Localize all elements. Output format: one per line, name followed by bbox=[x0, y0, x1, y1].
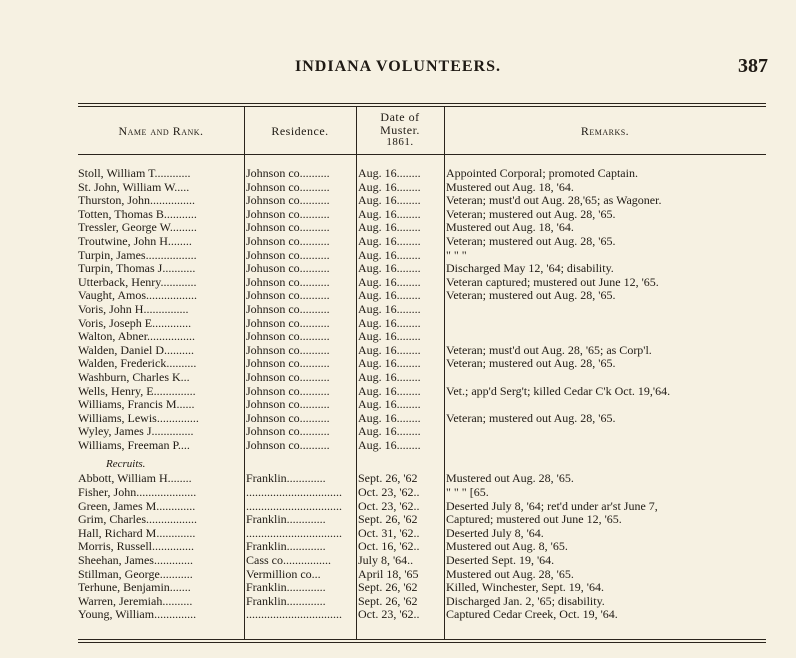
top-rule bbox=[78, 103, 766, 104]
soldier-name: Walton, Abner................ bbox=[78, 330, 196, 344]
remarks: Deserted Sept. 19, '64. bbox=[446, 554, 555, 568]
header-bottom-rule bbox=[78, 154, 766, 155]
residence: ................................ bbox=[246, 486, 342, 500]
residence: Johnson co.......... bbox=[246, 343, 330, 357]
roster-row bbox=[78, 303, 766, 317]
soldier-name: Morris, Russell.............. bbox=[78, 540, 195, 554]
residence: Johnson co.......... bbox=[246, 221, 330, 235]
soldier-name: Tressler, George W......... bbox=[78, 221, 197, 235]
soldier-name: Wells, Henry, E.............. bbox=[78, 384, 196, 398]
remarks: Deserted July 8, '64. bbox=[446, 526, 544, 540]
residence: ................................ bbox=[246, 608, 342, 622]
remarks: Captured; mustered out June 12, '65. bbox=[446, 513, 622, 527]
muster-date: Aug. 16........ bbox=[358, 234, 421, 248]
muster-date: Sept. 26, '62 bbox=[358, 472, 418, 486]
residence: Johnson co.......... bbox=[246, 180, 330, 194]
roster-row bbox=[78, 357, 766, 371]
remarks: Vet.; app'd Serg't; killed Cedar C'k Oct. 19,'64. bbox=[446, 384, 671, 398]
muster-date: July 8, '64.. bbox=[358, 554, 414, 568]
roster-row bbox=[78, 527, 766, 541]
residence: Johnson co.......... bbox=[246, 275, 330, 289]
muster-date: Aug. 16........ bbox=[358, 330, 421, 344]
bottom-rule-inner bbox=[78, 642, 766, 643]
remarks: Discharged May 12, '64; disability. bbox=[446, 262, 614, 276]
residence: Cass co................ bbox=[246, 554, 331, 568]
muster-date: Oct. 16, '62.. bbox=[358, 540, 420, 554]
residence: Johnson co.......... bbox=[246, 411, 330, 425]
soldier-name: Utterback, Henry............ bbox=[78, 275, 197, 289]
remarks: Deserted July 8, '64; ret'd under ar'st June 7, bbox=[446, 499, 658, 513]
roster-row bbox=[78, 398, 766, 412]
remarks: Veteran; must'd out Aug. 28,'65; as Wagoner. bbox=[446, 194, 662, 208]
residence: Vermillion co... bbox=[246, 567, 321, 581]
remarks: Mustered out Aug. 28, '65. bbox=[446, 567, 574, 581]
roster-row bbox=[78, 595, 766, 609]
soldier-name: Voris, Joseph E............. bbox=[78, 316, 192, 330]
roster-row bbox=[78, 568, 766, 582]
soldier-name: St. John, William W..... bbox=[78, 180, 190, 194]
soldier-name: Green, James M............. bbox=[78, 499, 196, 513]
muster-date: Aug. 16........ bbox=[358, 207, 421, 221]
roster-row bbox=[78, 221, 766, 235]
soldier-name: Turpin, Thomas J........... bbox=[78, 262, 196, 276]
residence: Johnson co.......... bbox=[246, 167, 330, 180]
muster-date: Aug. 16........ bbox=[358, 425, 421, 439]
remarks: Veteran; must'd out Aug. 28, '65; as Corp'l. bbox=[446, 343, 652, 357]
column-header-residence: Residence. bbox=[271, 124, 329, 138]
soldier-name: Williams, Lewis.............. bbox=[78, 411, 199, 425]
top-rule-inner bbox=[78, 106, 766, 107]
remarks: Veteran; mustered out Aug. 28, '65. bbox=[446, 207, 616, 221]
roster-row bbox=[78, 194, 766, 208]
muster-date: Aug. 16........ bbox=[358, 167, 421, 180]
column-header-muster-line2: Muster. bbox=[380, 123, 420, 137]
roster-row bbox=[78, 554, 766, 568]
muster-date: Aug. 16........ bbox=[358, 384, 421, 398]
residence: Johnson co.......... bbox=[246, 370, 330, 384]
soldier-name: Walden, Daniel D.......... bbox=[78, 343, 195, 357]
roster-row bbox=[78, 208, 766, 222]
roster-row bbox=[78, 371, 766, 385]
remarks: Veteran; mustered out Aug. 28, '65. bbox=[446, 234, 616, 248]
residence: ................................ bbox=[246, 499, 342, 513]
soldier-name: Totten, Thomas B........... bbox=[78, 207, 197, 221]
roster-row bbox=[78, 317, 766, 331]
bottom-rule bbox=[78, 639, 766, 640]
soldier-name: Williams, Freeman P.... bbox=[78, 438, 190, 452]
muster-date: Aug. 16........ bbox=[358, 438, 421, 452]
muster-date: Oct. 23, '62.. bbox=[358, 486, 420, 500]
roster-row bbox=[78, 513, 766, 527]
remarks: Killed, Winchester, Sept. 19, '64. bbox=[446, 581, 604, 595]
page-title: INDIANA VOLUNTEERS. bbox=[295, 58, 501, 75]
residence: Franklin............. bbox=[246, 540, 326, 554]
remarks bbox=[446, 330, 766, 344]
soldier-name: Hall, Richard M............. bbox=[78, 526, 196, 540]
soldier-name: Terhune, Benjamin....... bbox=[78, 581, 191, 595]
remarks: Veteran; mustered out Aug. 28, '65. bbox=[446, 411, 616, 425]
remarks bbox=[446, 439, 766, 453]
remarks: Mustered out Aug. 18, '64. bbox=[446, 221, 574, 235]
residence: Johnson co.......... bbox=[246, 398, 330, 412]
soldier-name: Stoll, William T............ bbox=[78, 167, 191, 180]
remarks: Mustered out Aug. 8, '65. bbox=[446, 540, 568, 554]
roster-row bbox=[78, 330, 766, 344]
remarks bbox=[446, 371, 766, 385]
roster-row bbox=[78, 262, 766, 276]
muster-date: Aug. 16........ bbox=[358, 262, 421, 276]
muster-date: Aug. 16........ bbox=[358, 370, 421, 384]
remarks: " " " [65. bbox=[446, 486, 489, 500]
muster-date: Aug. 16........ bbox=[358, 221, 421, 235]
residence: Johnson co.......... bbox=[246, 438, 330, 452]
soldier-name: Warren, Jeremiah.......... bbox=[78, 594, 193, 608]
muster-date: Aug. 16........ bbox=[358, 275, 421, 289]
roster-row bbox=[78, 581, 766, 595]
residence: Johnson co.......... bbox=[246, 194, 330, 208]
soldier-name: Turpin, James................. bbox=[78, 248, 197, 262]
soldier-name: Washburn, Charles K... bbox=[78, 370, 190, 384]
muster-date: Aug. 16........ bbox=[358, 180, 421, 194]
recruits-subheading: Recruits. bbox=[106, 458, 146, 471]
roster-row bbox=[78, 540, 766, 554]
column-header-name: Name and Rank. bbox=[118, 124, 204, 138]
soldier-name: Wyley, James J.............. bbox=[78, 425, 194, 439]
residence: Johnson co.......... bbox=[246, 384, 330, 398]
roster-row bbox=[78, 181, 766, 195]
soldier-name: Young, William.............. bbox=[78, 608, 197, 622]
muster-date: Sept. 26, '62 bbox=[358, 581, 418, 595]
remarks: " " " bbox=[446, 248, 467, 262]
remarks bbox=[446, 303, 766, 317]
residence: Franklin............. bbox=[246, 472, 326, 486]
remarks bbox=[446, 425, 766, 439]
remarks: Mustered out Aug. 28, '65. bbox=[446, 472, 574, 486]
muster-date: Aug. 16........ bbox=[358, 411, 421, 425]
residence: Johnson co.......... bbox=[246, 248, 330, 262]
roster-row bbox=[78, 425, 766, 439]
residence: ................................ bbox=[246, 526, 342, 540]
soldier-name: Thurston, John............... bbox=[78, 194, 195, 208]
soldier-name: Grim, Charles................. bbox=[78, 513, 197, 527]
roster-row bbox=[78, 486, 766, 500]
muster-date: Aug. 16........ bbox=[358, 302, 421, 316]
roster-row bbox=[78, 167, 766, 181]
roster-row bbox=[78, 412, 766, 426]
residence: Johnson co.......... bbox=[246, 289, 330, 303]
remarks bbox=[446, 398, 766, 412]
column-header-muster-line1: Date of bbox=[380, 110, 420, 124]
residence: Johnson co.......... bbox=[246, 330, 330, 344]
soldier-name: Fisher, John.................... bbox=[78, 486, 197, 500]
residence: Franklin............. bbox=[246, 513, 326, 527]
residence: Johnson co.......... bbox=[246, 357, 330, 371]
muster-date: Oct. 23, '62.. bbox=[358, 499, 420, 513]
column-header-remarks: Remarks. bbox=[580, 124, 630, 138]
muster-date: Aug. 16........ bbox=[358, 343, 421, 357]
muster-date: Aug. 16........ bbox=[358, 398, 421, 412]
roster-row bbox=[78, 385, 766, 399]
roster-row bbox=[78, 500, 766, 514]
roster-row bbox=[78, 249, 766, 263]
roster-table bbox=[78, 167, 766, 622]
remarks: Veteran; mustered out Aug. 28, '65. bbox=[446, 357, 616, 371]
muster-date: Aug. 16........ bbox=[358, 289, 421, 303]
soldier-name: Williams, Francis M...... bbox=[78, 398, 195, 412]
muster-date: April 18, '65 bbox=[358, 567, 419, 581]
muster-date: Aug. 16........ bbox=[358, 248, 421, 262]
residence: Franklin............. bbox=[246, 581, 326, 595]
roster-row bbox=[78, 472, 766, 486]
muster-date: Sept. 26, '62 bbox=[358, 513, 418, 527]
muster-date: Aug. 16........ bbox=[358, 316, 421, 330]
roster-row bbox=[78, 276, 766, 290]
residence: Johnson co.......... bbox=[246, 234, 330, 248]
residence: Johnson co.......... bbox=[246, 316, 330, 330]
soldier-name: Vaught, Amos................. bbox=[78, 289, 198, 303]
remarks: Veteran captured; mustered out June 12, '65. bbox=[446, 275, 659, 289]
remarks: Veteran; mustered out Aug. 28, '65. bbox=[446, 289, 616, 303]
remarks: Discharged Jan. 2, '65; disability. bbox=[446, 594, 605, 608]
soldier-name: Troutwine, John H........ bbox=[78, 234, 192, 248]
residence: Johnson co.......... bbox=[246, 207, 330, 221]
residence: Johnson co.......... bbox=[246, 425, 330, 439]
remarks: Captured Cedar Creek, Oct. 19, '64. bbox=[446, 608, 618, 622]
column-header-muster-line3: 1861. bbox=[386, 136, 414, 148]
muster-date: Aug. 16........ bbox=[358, 357, 421, 371]
remarks bbox=[446, 317, 766, 331]
residence: Johuson co.......... bbox=[246, 262, 330, 276]
roster-row bbox=[78, 608, 766, 622]
muster-date: Sept. 26, '62 bbox=[358, 594, 418, 608]
muster-date: Aug. 16........ bbox=[358, 194, 421, 208]
page-number: 387 bbox=[738, 55, 768, 77]
remarks: Mustered out Aug. 18, '64. bbox=[446, 180, 574, 194]
soldier-name: Voris, John H............... bbox=[78, 302, 189, 316]
residence: Johnson co.......... bbox=[246, 302, 330, 316]
residence: Franklin............. bbox=[246, 594, 326, 608]
soldier-name: Abbott, William H........ bbox=[78, 472, 192, 486]
remarks: Appointed Corporal; promoted Captain. bbox=[446, 167, 638, 180]
roster-row bbox=[78, 344, 766, 358]
soldier-name: Sheehan, James............. bbox=[78, 554, 193, 568]
soldier-name: Stillman, George........... bbox=[78, 567, 193, 581]
roster-row bbox=[78, 235, 766, 249]
roster-row bbox=[78, 439, 766, 453]
muster-date: Oct. 31, '62.. bbox=[358, 526, 420, 540]
muster-date: Oct. 23, '62.. bbox=[358, 608, 420, 622]
soldier-name: Walden, Frederick.......... bbox=[78, 357, 197, 371]
roster-row bbox=[78, 289, 766, 303]
